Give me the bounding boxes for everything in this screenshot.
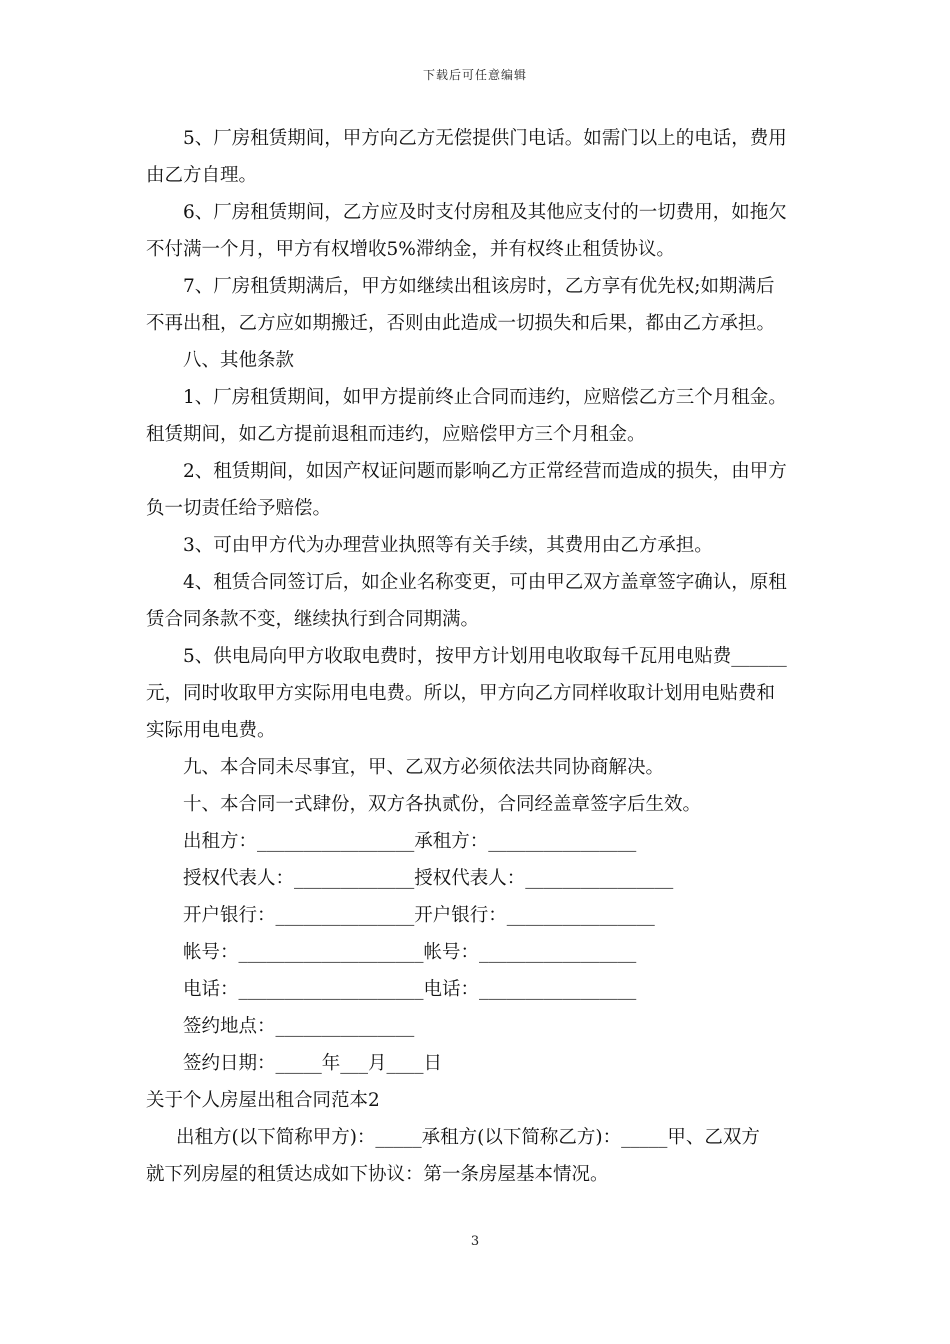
page-header: 下载后可任意编辑 xyxy=(422,68,527,82)
signature-line-account: 帐号：____________________帐号：_________________ xyxy=(183,942,637,963)
paragraph: 5、供电局向甲方收取电费时，按甲方计划用电收取每千瓦用电贴费______ 元，同时收取甲方实际用电电费。所以，甲方向乙方同样收取计划用电贴费和 实际用电电费。 xyxy=(146,646,787,741)
paragraph: 1、厂房租赁期间，如甲方提前终止合同而违约，应赔偿乙方三个月租金。 租赁期间，如乙方提前退租而违约，应赔偿甲方三个月租金。 xyxy=(146,387,787,445)
paragraph: 十、本合同一式肆份，双方各执贰份，合同经盖章签字后生效。 xyxy=(183,794,702,815)
signature-line-representative: 授权代表人：_____________授权代表人：________________ xyxy=(183,868,674,889)
paragraph: 出租方(以下简称甲方)：_____承租方(以下简称乙方)：_____甲、乙双方 就下列房屋的租赁达成如下协议：第一条房屋基本情况。 xyxy=(146,1127,760,1185)
page-number: 3 xyxy=(470,1234,480,1249)
signature-line-date: 签约日期：_____年___月____日 xyxy=(183,1053,443,1074)
section-title: 关于个人房屋出租合同范本2 xyxy=(146,1090,380,1111)
signature-line-place: 签约地点：_______________ xyxy=(183,1016,415,1037)
paragraph: 7、厂房租赁期满后，甲方如继续出租该房时，乙方享有优先权;如期满后 不再出租，乙方应如期搬迁，否则由此造成一切损失和后果，都由乙方承担。 xyxy=(146,276,776,334)
signature-line-lessor: 出租方：_________________承租方：________________ xyxy=(183,831,637,852)
signature-line-bank: 开户银行：_______________开户银行：________________ xyxy=(183,905,655,926)
paragraph: 九、本合同未尽事宜，甲、乙双方必须依法共同协商解决。 xyxy=(183,757,665,778)
paragraph: 2、租赁期间，如因产权证问题而影响乙方正常经营而造成的损失，由甲方 负一切责任给予赔偿。 xyxy=(146,461,787,519)
document-body xyxy=(146,120,806,1193)
paragraph: 4、租赁合同签订后，如企业名称变更，可由甲乙双方盖章签字确认，原租 赁合同条款不变，继续执行到合同期满。 xyxy=(146,572,787,630)
paragraph: 5、厂房租赁期间，甲方向乙方无偿提供门电话。如需门以上的电话，费用 由乙方自理。 xyxy=(146,128,787,186)
paragraph: 3、可由甲方代为办理营业执照等有关手续，其费用由乙方承担。 xyxy=(183,535,713,556)
signature-line-phone: 电话：____________________电话：_________________ xyxy=(183,979,637,1000)
section-heading: 八、其他条款 xyxy=(183,350,295,371)
paragraph: 6、厂房租赁期间，乙方应及时支付房租及其他应支付的一切费用，如拖欠 不付满一个月，甲方有权增收5%滞纳金，并有权终止租赁协议。 xyxy=(146,202,787,260)
